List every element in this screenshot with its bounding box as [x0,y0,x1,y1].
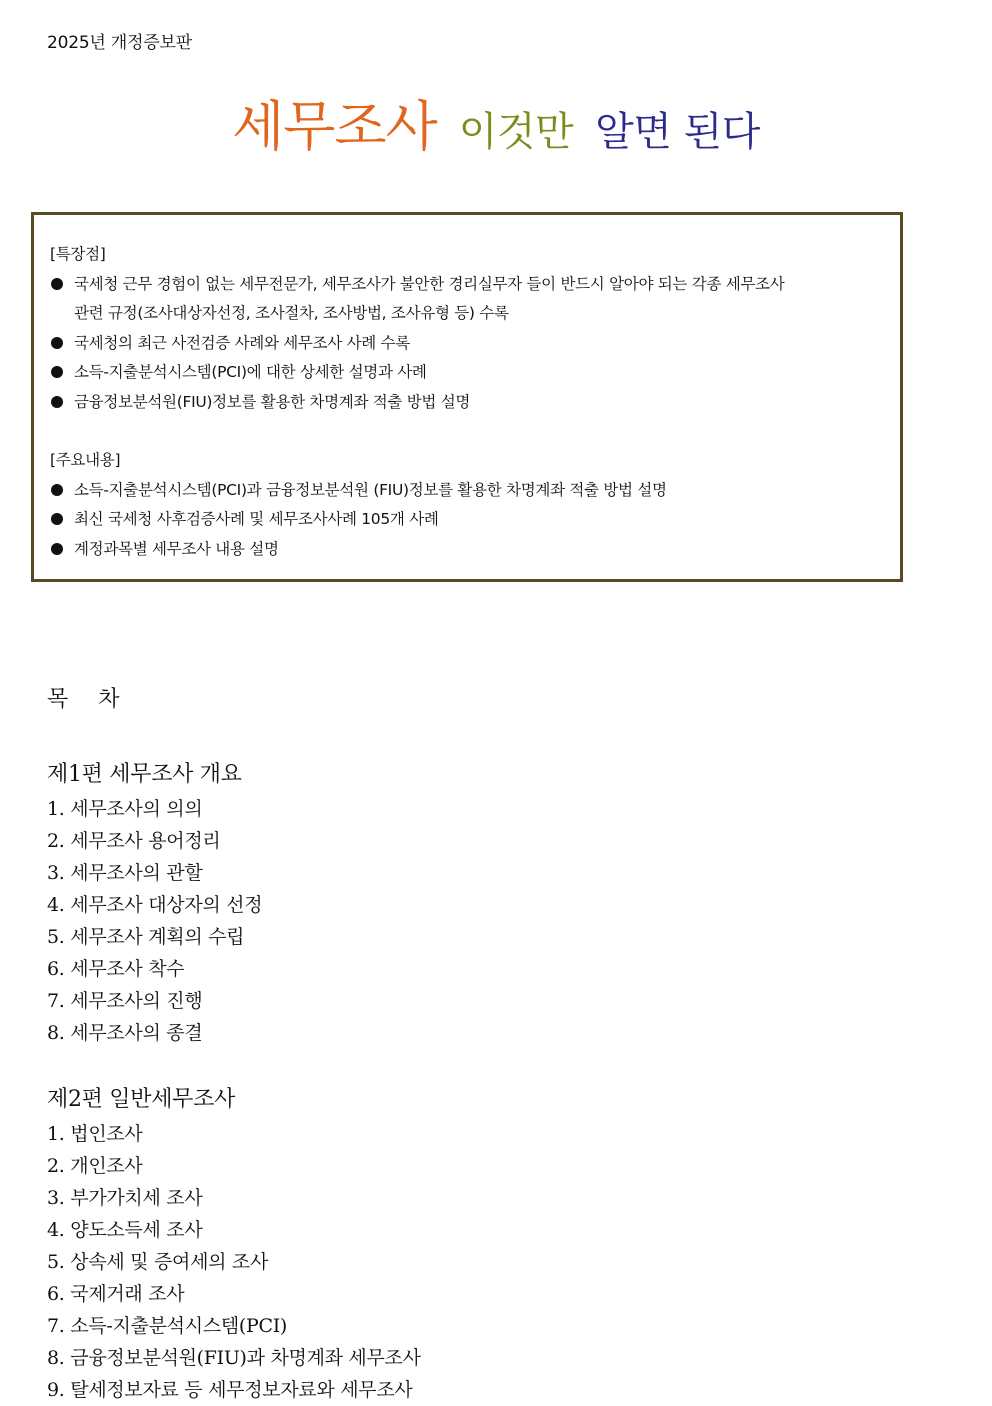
bullet-icon [51,513,63,525]
toc-part-2-list [47,1118,421,1406]
toc-part-2 [47,1084,421,1406]
toc-item: 6. 국제거래 조사 [47,1283,185,1305]
contents-label: [주요내용] [50,451,121,469]
toc-item: 3. 부가가치세 조사 [47,1187,203,1209]
feature-box [31,212,903,582]
title-part-2: 이것만 [458,109,574,155]
toc-item: 2. 세무조사 용어정리 [47,830,221,852]
toc-item: 8. 세무조사의 종결 [47,1022,203,1044]
contents-item: 최신 국세청 사후검증사례 및 세무조사사례 105개 사례 [50,505,888,535]
toc-item: 9. 탈세정보자료 등 세무정보자료와 세무조사 [47,1379,413,1401]
bullet-icon [51,278,63,290]
toc-item: 7. 소득-지출분석시스템(PCI) [47,1315,288,1337]
feature-item: 소득-지출분석시스템(PCI)에 대한 상세한 설명과 사례 [50,358,888,388]
toc-item: 7. 세무조사의 진행 [47,990,203,1012]
bullet-icon [51,337,63,349]
toc-item: 5. 상속세 및 증여세의 조사 [47,1251,269,1273]
toc-item: 2. 개인조사 [47,1155,143,1177]
toc-item: 1. 법인조사 [47,1123,143,1145]
feature-item: 금융정보분석원(FIU)정보를 활용한 차명계좌 적출 방법 설명 [50,388,888,418]
toc-item: 3. 세무조사의 관할 [47,862,203,884]
title-part-3: 알면 된다 [595,109,760,155]
bullet-icon [51,484,63,496]
bullet-icon [51,543,63,555]
toc-item: 8. 금융정보분석원(FIU)과 차명계좌 세무조사 [47,1347,421,1369]
toc-item: 4. 양도소득세 조사 [47,1219,203,1241]
feature-item-continued: 관련 규정(조사대상자선정, 조사절차, 조사방법, 조사유형 등) 수록 [74,304,509,322]
contents-item: 소득-지출분석시스템(PCI)과 금융정보분석원 (FIU)정보를 활용한 차명계좌 적출 방법 설명 [50,476,888,506]
toc-item: 1. 세무조사의 의의 [47,798,203,820]
toc-item: 6. 세무조사 착수 [47,958,185,980]
feature-item: 국세청 근무 경험이 없는 세무전문가, 세무조사가 불안한 경리실무자 들이 반드시 알아야 되는 각종 세무조사 [50,270,888,300]
feature-item: 국세청의 최근 사전검증 사례와 세무조사 사례 수록 [50,329,888,359]
bullet-icon [51,366,63,378]
toc-part-title: 제2편 일반세무조사 [47,1087,236,1112]
features-label: [특장점] [50,245,106,263]
book-title [0,92,992,175]
edition-label: 2025년 개정증보판 [47,33,192,53]
toc-heading: 목 차 [47,687,120,712]
title-part-1: 세무조사 [232,95,437,158]
toc-item: 5. 세무조사 계획의 수립 [47,926,245,948]
feature-box-content [50,240,888,564]
contents-item: 계정과목별 세무조사 내용 설명 [50,535,888,565]
bullet-icon [51,396,63,408]
toc-part-1 [47,759,262,1049]
toc-part-title: 제1편 세무조사 개요 [47,762,242,787]
toc-item: 4. 세무조사 대상자의 선정 [47,894,263,916]
toc-part-1-list [47,793,262,1049]
